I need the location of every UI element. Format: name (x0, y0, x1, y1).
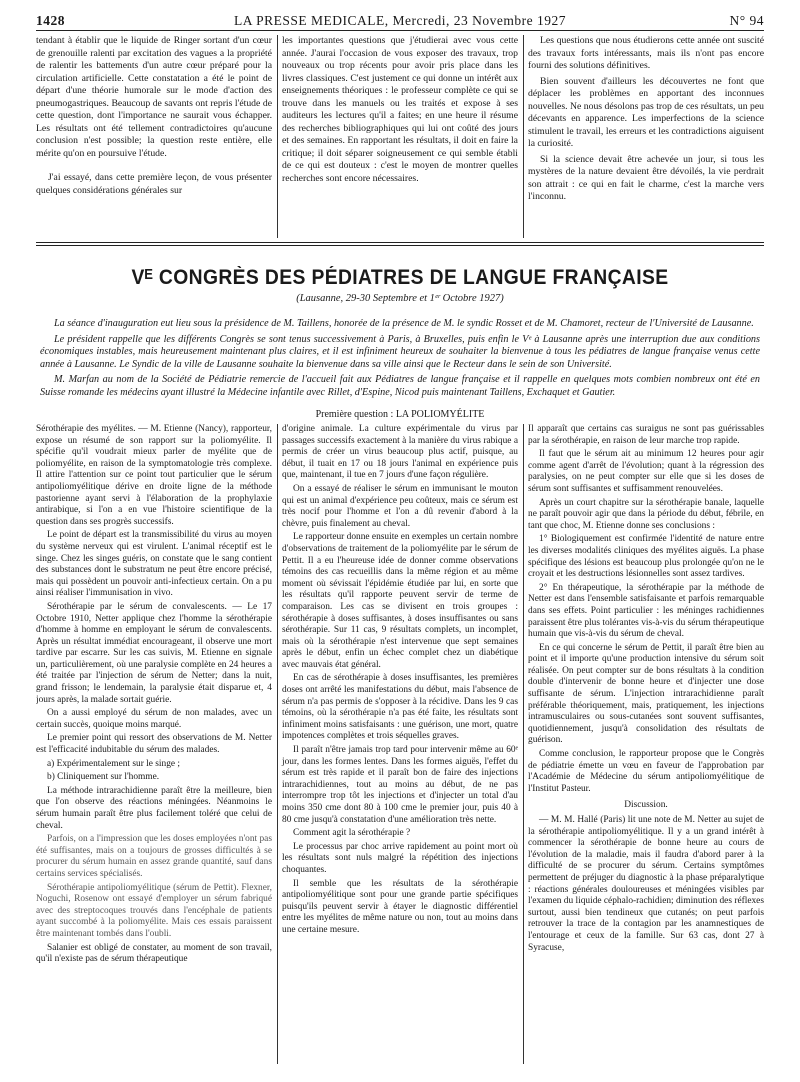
journal-title: LA PRESSE MEDICALE, Mercredi, 23 Novembre 1927 (234, 13, 566, 28)
column-divider (523, 424, 524, 1064)
intro-paragraph: Le président rappelle que les différents Congrès se sont tenus successivement à Paris, à Bruxelles, puis enfin le Vᵉ à Lausanne après une interruption due aux conditions économiques instables, mais heureusement maintenant plus claires, et il est infiniment heureux de souhaiter la bienvenue à tous les pédiatres de langue française venus cette année à Lausanne. Le Syndic de la ville de Lausanne souhaite la bienvenue dans sa ville ainsi que le Recteur dans le sein de son Université. (40, 333, 760, 370)
top-column-1 (36, 35, 272, 238)
list-item: b) Cliniquement sur l'homme. (47, 772, 160, 783)
intro-paragraph: M. Marfan au nom de la Société de Pédiatrie remercie de l'accueil fait aux Pédiatres de langue française et il rappelle en quelques mots combien nombreux ont été en Suisse romande les médecins ayant illustré la Médecine infantile avec Rillet, d'Espine, Nicod puis maintenant Taillens, Exchaquet et Gautier. (40, 374, 760, 398)
paragraph: — M. M. Hallé (Paris) lit une note de M. Netter au sujet de la sérothérapie antipoliomyélitique. Il y a un grand intérêt à commencer la sérothérapie de bonne heure au cours de l'évolution de la maladie, mais il faudra d'abord parer à la difficulté de se procurer du sérum. Certains symptômes permettent de préjuger du diagnostic à la phase préparalytique : réactions générales douloureuses et méningées visibles par l'examen du liquide céphalo-rachidien; diminution des réflexes surtout, aussi bien tendineux que cutanés; on peut parfois retrouver la trace de la contagion par les anamnestiques de l'entourage et ceux de la famille. Sur 63 cas, dont 27 à Syracuse, (528, 815, 764, 953)
paragraph: Sérothérapie des myélites. — M. Etienne (Nancy), rapporteur, expose un résumé de son rapport sur la poliomyélite. Il spécifie qu'il voudrait mieux parler de myélite que de poliomyélite, en raison de la symptomatologie très complexe. Il attire l'attention sur ce point tout particulier que le sérum antipoliomyélitique dérive en droite ligne de la méthode pastorienne ayant servi à l'élaboration de la prophylaxie antirabique, si l'on a en vue l'histoire scientifique de la question dans ses progrès successifs. (36, 424, 272, 527)
page-number: 1428 (36, 13, 65, 28)
column-divider (277, 424, 278, 1064)
section-title: Première question : LA POLIOMYÉLITE (315, 409, 485, 420)
paragraph: Comme conclusion, le rapporteur propose que le Congrès de pédiatrie émette un vœu en faveur de l'approbation par l'Académie de Médecine du sérum antipoliomyélitique de l'Institut Pasteur. (528, 749, 764, 794)
paragraph: Sérothérapie antipoliomyélitique (sérum de Pettit). Flexner, Noguchi, Rosenow ont essayé d'employer un sérum fabriqué avec des streptocoques trouvés dans l'encéphale de patients ayant succombé à la poliomyélite. Mais ces essais paraissent être maintenant tombés dans l'oubli. (36, 882, 272, 939)
main-article (36, 424, 764, 1064)
journal-page (36, 10, 764, 1078)
top-article (36, 35, 764, 238)
intro-paragraph: La séance d'inauguration eut lieu sous la présidence de M. Taillens, honorée de la présence de M. le syndic Rosset et de M. Chamoret, recteur de l'Université de Lausanne. (54, 318, 754, 329)
paragraph: 1° Biologiquement est confirmée l'identité de nature entre les diverses modalités cliniques des myélites aiguës. La phase spécifique des lésions est beaucoup plus prolongée qu'on ne le croyait et les destructions lésionnelles sont assez tardives. (528, 534, 764, 580)
paragraph: les importantes questions que j'étudierai avec vous cette année. J'aurai l'occasion de vous exposer des travaux, trop nouveaux ou trop récents pour avoir pris place dans les livres classiques. C'est justement ce qui donne un intérêt aux enseignements théoriques : le professeur complète ce qui se trouve dans les manuels ou les traités et expose à ses auditeurs les lectures qu'il a faites; en une heure il résume des recherches bibliographiques qui lui ont coûté des jours et des semaines. En rapportant les résultats, il doit en faire la critique; il doit séparer soigneusement ce qui semble établi de ce qui est douteux : c'est le moyen de montrer quelles recherches sont encore nécessaires. (282, 35, 518, 184)
paragraph: Il apparaît que certains cas suraigus ne sont pas guérissables par la sérothérapie, en raison de leur marche trop rapide. (528, 424, 764, 446)
main-column-1 (36, 424, 272, 1064)
paragraph: Les questions que nous étudierons cette année ont suscité des travaux forts intéressants, mais ils n'ont pas encore fourni des solutions définitives. (528, 35, 764, 71)
discussion-heading: Discussion. (624, 800, 668, 811)
paragraph: J'ai essayé, dans cette première leçon, de vous présenter quelques considérations générales sur (36, 172, 272, 196)
issue-number: N° 94 (729, 13, 764, 28)
paragraph: La méthode intrarachidienne paraît être la meilleure, bien que l'on observe des réactions méningées. Néanmoins le sérum humain paraît être plus facilement toléré que celui de cheval. (36, 785, 272, 831)
paragraph: Parfois, on a l'impression que les doses employées n'ont pas été suffisantes, mais on a toujours de grosses difficultés à se procurer du sérum humain en assez grande quantité, sauf dans certains services spécialisés. (36, 834, 272, 879)
running-header (36, 10, 764, 30)
paragraph: Le processus par choc arrive rapidement au point mort où les résultats sont nuls malgré la répétition des injections choquantes. (282, 841, 518, 875)
paragraph: En cas de sérothérapie à doses insuffisantes, les premières doses ont arrêté les manifestations du début, mais l'absence de sérum n'a pas permis de s'opposer à la récidive. Dans les 9 cas témoins, où la sérothérapie n'a pas été faite, les résultats sont infiniment moins satisfaisants : une guérison, une mort, quatre impotences complètes et trois séquelles graves. (282, 673, 518, 742)
paragraph: Il paraît n'être jamais trop tard pour intervenir même au 60ᵉ jour, dans les formes lentes. Dans les formes aiguës, l'effet du sérum est très rapide et il paraît bon de faire des injections intrarachidiennes, tout au moins au début, de ne pas interrompre trop tôt les injections et d'injecter un total d'au moins 350 cme dont 80 à 100 cme le premier jour, puis 40 à 80 cme jusqu'à constatation d'une amélioration très nette. (282, 745, 518, 825)
paragraph: d'origine animale. La culture expérimentale du virus par passages successifs exactement à la manière du virus rabique a permis de créer un virus beaucoup plus actif, puisque, au début, il tuait en 17 ou 18 jours l'animal en expérience puis que, maintenant, il tue en 7 jours d'une façon régulière. (282, 424, 518, 481)
paragraph: Il semble que les résultats de la sérothérapie antipoliomyélitique sont pour une grande partie spécifiques puisqu'ils peuvent servir à étayer le diagnostic différentiel entre les myélites de même nature ou non, tout au moins dans une certaine mesure. (282, 878, 518, 935)
paragraph: Salanier est obligé de constater, au moment de son travail, qu'il n'existe pas de sérum thérapeutique (36, 942, 272, 965)
congres-title: Vᴱ CONGRÈS DES PÉDIATRES DE LANGUE FRANÇAISE (131, 266, 669, 289)
paragraph: Il faut que le sérum ait au minimum 12 heures pour agir comme agent d'arrêt de l'évolution; quant à la régression des paralysies, on ne peut compter sur elle que si les doses de sérum sont suffisantes et suffisamment renouvelées. (528, 449, 764, 494)
paragraph: Sérothérapie par le sérum de convalescents. — Le 17 Octobre 1910, Netter applique chez l'homme la sérothérapie d'homme à homme en employant le sérum de convalescents. Après un résultat immédiat encourageant, il observe une mort tardive par escarre. Sur les cas suivis, M. Etienne en signale un, particulièrement, où une paralysie complète en 24 heures a été traitée par l'injection de sérum de Netter; dans la nuit, grand frisson; le lendemain, la paralysie était disparue et, 4 jours après, la malade sortait guérie. (36, 601, 272, 705)
list-item: a) Expérimentalement sur le singe ; (47, 758, 181, 769)
column-divider (277, 35, 278, 238)
paragraph: Le point de départ est la transmissibilité du virus au moyen du système nerveux qui est virulent. L'animal réceptif est le singe. Chez les singes guéris, on constate que le sang contient des substances dont le substratum ne peut être encore précisé, mais qui possèdent un pouvoir anti-infectieux certain. On a pu ainsi réaliser l'immunisation in vivo. (36, 530, 272, 599)
paragraph: 2° En thérapeutique, la sérothérapie par la méthode de Netter est dans l'ensemble satisfaisante et parfois remarquable dans ses effets. Point particulier : les méninges rachidiennes paraissent être plus tolérantes vis-à-vis du sérum thérapeutique humain que vis-à-vis du sérum de cheval. (528, 582, 764, 640)
main-column-3 (528, 424, 764, 1064)
paragraph: En ce qui concerne le sérum de Pettit, il paraît être bien au point et il importe qu'une production intensive du sérum soit réalisée. On peut compter sur de bons résultats à la condition double d'intervenir de bonne heure et d'injecter une dose suffisante de sérum. L'injection intrarachidienne paraît préférable théoriquement, mais, pratiquement, les injections intramusculaires ou sous-cutanées sont souvent suffisantes, quotidiennement, jusqu'à consolidation des résultats de guérison. (528, 642, 764, 746)
congres-subtitle: (Lausanne, 29-30 Septembre et 1ᵉʳ Octobre 1927) (296, 293, 504, 304)
section-double-rule (36, 242, 764, 246)
header-rule (36, 30, 764, 31)
paragraph: Le rapporteur donne ensuite en exemples un certain nombre d'observations de traitement de la poliomyélite par le sérum de Pettit. Il a eu l'heureuse idée de donner comme observations témoins des cas recueillis dans la même région et au même moment où sévissait l'épidémie étudiée par lui, en sorte que les résultats qu'il rapporte peuvent servir de terme de comparaison. Les cas se divisent en trois groupes : sérothérapie à doses suffisantes, à doses insuffisantes ou sans sérothérapie. Sur 11 cas, 9 résultats complets, un incomplet, mais où la sérothérapie n'est intervenue que sept semaines après le début, enfin un échec complet chez un diabétique avec mauvais état général. (282, 532, 518, 670)
main-column-2 (282, 424, 518, 1064)
top-column-3 (528, 35, 764, 238)
paragraph: On a essayé de réaliser le sérum en immunisant le mouton qui est un animal d'expérience peu coûteux, mais ce sérum est très nocif pour l'homme et l'on a dû revenir d'abord à la chèvre, puis finalement au cheval. (282, 483, 518, 529)
paragraph: Comment agit la sérothérapie ? (293, 828, 411, 839)
paragraph: Après un court chapitre sur la sérothérapie banale, laquelle ne paraît pouvoir agir que dans la période du début, fébrile, en tant que choc, M. Etienne donne ses conclusions : (528, 497, 764, 531)
congres-introduction (40, 318, 760, 399)
top-column-2 (282, 35, 518, 238)
column-divider (523, 35, 524, 238)
paragraph: Bien souvent d'ailleurs les découvertes ne font que déplacer les problèmes en apportant des inconnues nouvelles. Ne nous désolons pas trop de ces résultats, un peu décevants en apparence. Les imperfections de la science stimulent le travail, les erreurs et les contradictions aiguisent la curiosité. (528, 75, 764, 149)
paragraph: Le premier point qui ressort des observations de M. Netter est l'efficacité indubitable du sérum des malades. (36, 733, 272, 756)
paragraph: On a aussi employé du sérum de non malades, avec un certain succès, quoique moins marqué. (36, 708, 272, 730)
paragraph: Si la science devait être achevée un jour, si tous les mystères de la nature devaient être dévoilés, la vie perdrait son attrait : ce qui en fait le charme, c'est la marche vers l'inconnu. (528, 153, 764, 202)
paragraph: tendant à établir que le liquide de Ringer sortant d'un cœur de grenouille ralenti par excitation des vagues a la propriété de ralentir les battements d'un autre cœur préparé pour la circulation artificielle. Cette constatation a été le point de départ d'une théorie humorale sur le mode d'action des pneumogastriques. Beaucoup de savants ont repris l'étude de cette question, dont l'importance ne saurait vous échapper. Les résultats ont été tellement contradictoires qu'aucune conclusion n'est possible; la question reste entière, elle mérite qu'on en poursuive l'étude. (36, 35, 272, 159)
